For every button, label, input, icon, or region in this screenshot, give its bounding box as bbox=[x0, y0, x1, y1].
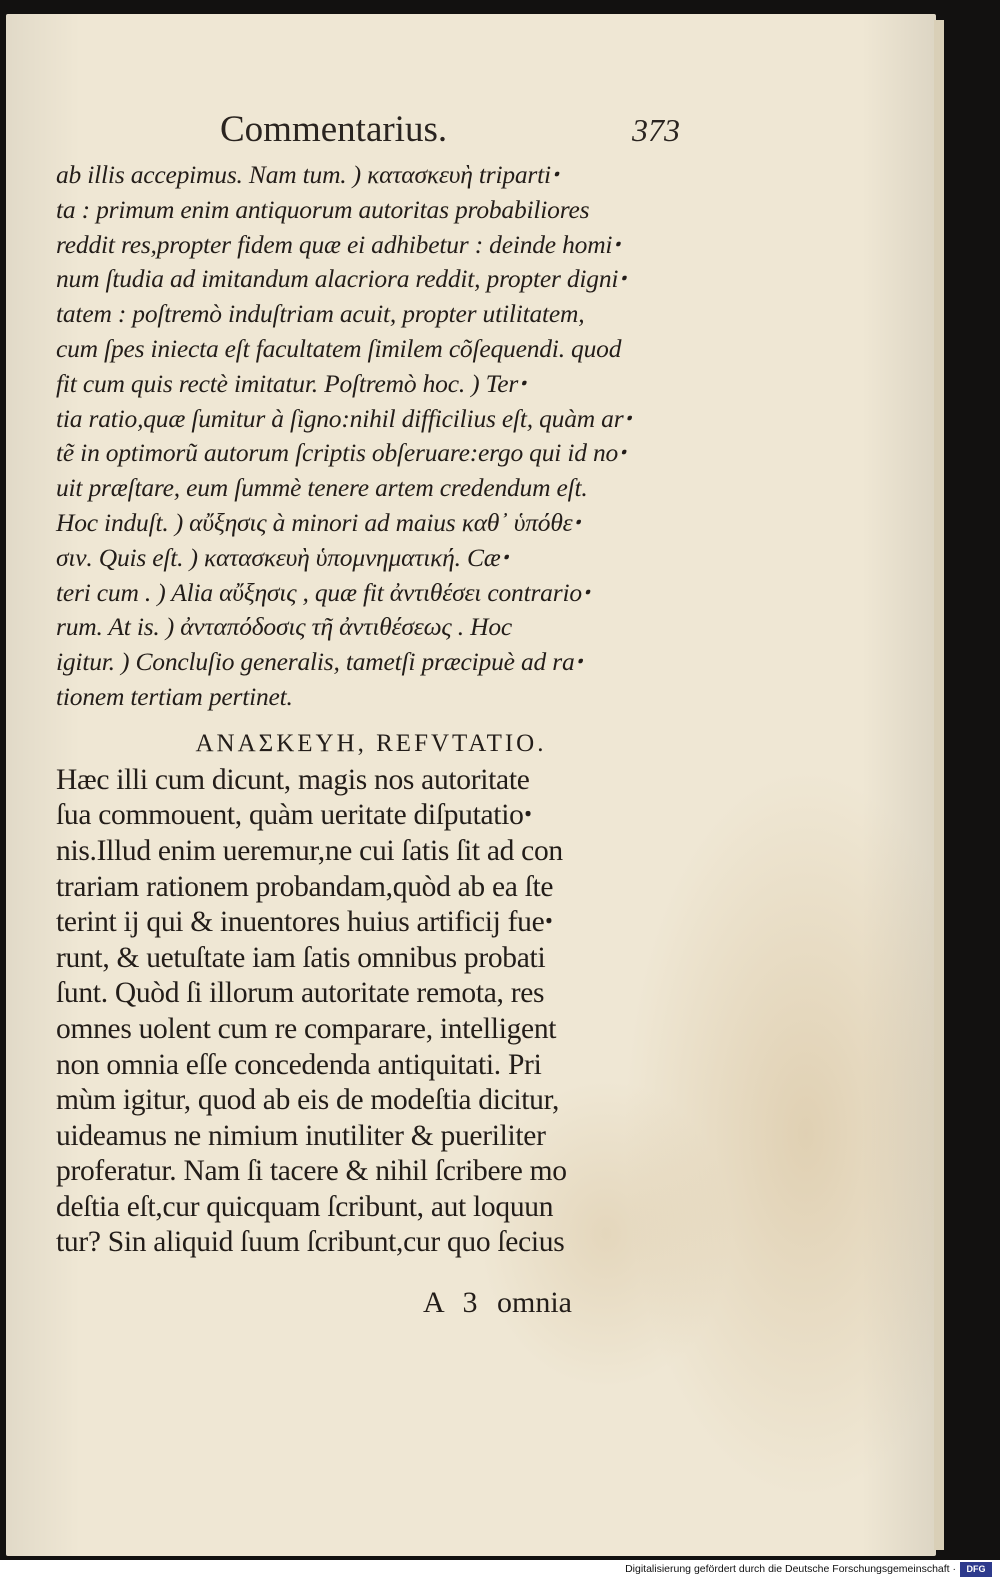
commentary-line: uit præſtare, eum ſummè tenere artem credendum eſt. bbox=[56, 473, 588, 503]
text-line: trariam rationem probandam,quòd ab ea ſte bbox=[56, 870, 554, 903]
text-line: deſtia eſt,cur quicquam ſcribunt, aut loquun bbox=[56, 1190, 554, 1223]
commentary-line: fit cum quis rectè imitatur. Poſtremò hoc. ) Terꞏ bbox=[56, 368, 526, 398]
page-edge bbox=[934, 20, 944, 1550]
running-title: Commentarius. bbox=[220, 109, 448, 150]
commentary-line: σιν. Quis eſt. ) κατασκευὴ ὑπομνηματική. Cæꞏ bbox=[56, 542, 509, 572]
commentary-line: Hoc induſt. ) αὔξησις à minori ad maius καθ᾽ ὑπόθεꞏ bbox=[56, 507, 581, 537]
commentary-line: reddit res,propter fidem quæ ei adhibetur : deinde homiꞏ bbox=[56, 229, 620, 259]
text-line: runt, & uetuſtate iam ſatis omnibus probati bbox=[56, 941, 546, 974]
text-line: ſua commouent, quàm ueritate diſputatioꞏ bbox=[56, 799, 533, 832]
commentary-line: num ſtudia ad imitandum alacriora reddit, propter digniꞏ bbox=[56, 264, 626, 294]
page-number: 373 bbox=[632, 112, 680, 148]
dfg-logo-icon: DFG bbox=[960, 1562, 992, 1577]
commentary-line: ab illis accepimus. Nam tum. ) κατασκευὴ tripartiꞏ bbox=[56, 160, 559, 189]
text-line: tur? Sin aliquid ſuum ſcribunt,cur quo ſecius bbox=[56, 1226, 565, 1259]
text-line: omnes uolent cum re comparare, intelligent bbox=[56, 1012, 557, 1045]
main-text-block bbox=[56, 763, 686, 1261]
commentary-line: teri cum . ) Alia αὔξησις , quæ fit ἀντιθέσει contrarioꞏ bbox=[56, 577, 590, 607]
funding-credit: Digitalisierung gefördert durch die Deutsche Forschungsgemeinschaft · bbox=[625, 1563, 956, 1575]
footer-bar bbox=[0, 1560, 1000, 1581]
commentary-line: tẽ in optimorũ autorum ſcriptis obſeruare:ergo qui id noꞏ bbox=[56, 438, 626, 468]
text-line: proferatur. Nam ſi tacere & nihil ſcribere mo bbox=[56, 1155, 567, 1188]
text-line: non omnia eſſe concedenda antiquitati. Pri bbox=[56, 1048, 542, 1081]
commentary-line: tatem : poſtremò induſtriam acuit, propter utilitatem, bbox=[56, 299, 585, 329]
commentary-line: igitur. ) Concluſio generalis, tametſi præcipuè ad raꞏ bbox=[56, 647, 583, 677]
text-line: nis.Illud enim ueremur,ne cui ſatis ſit ad con bbox=[56, 834, 563, 867]
text-line: uideamus ne nimium inutiliter & pueriliter bbox=[56, 1119, 546, 1152]
commentary-line: ta : primum enim antiquorum autoritas probabiliores bbox=[56, 194, 590, 224]
commentary-line: tia ratio,quæ ſumitur à ſigno:nihil difficilius eſt, quàm arꞏ bbox=[56, 403, 632, 433]
text-line: ſunt. Quòd ſi illorum autoritate remota, res bbox=[56, 977, 545, 1010]
signature-catchword: A 3 omnia bbox=[423, 1286, 572, 1319]
text-line: Hæc illi cum dicunt, magis nos autoritate bbox=[56, 763, 530, 796]
section-heading: ΑΝΑΣΚΕΥΗ, REFVTATIO. bbox=[195, 729, 547, 757]
text-line: mùm igitur, quod ab eis de modeſtia dicitur, bbox=[56, 1084, 560, 1117]
commentary-line: tionem tertiam pertinet. bbox=[56, 681, 293, 711]
text-line: terint ij qui & inuentores huius artificij fueꞏ bbox=[56, 906, 554, 939]
commentary-line: cum ſpes iniecta eſt facultatem ſimilem cõſequendi. quod bbox=[56, 333, 622, 363]
page-body bbox=[56, 158, 686, 1261]
commentary-line: rum. At is. ) ἀνταπόδοσις τῆ ἀντιθέσεως . Hoc bbox=[56, 612, 512, 642]
commentary-block bbox=[56, 158, 686, 715]
